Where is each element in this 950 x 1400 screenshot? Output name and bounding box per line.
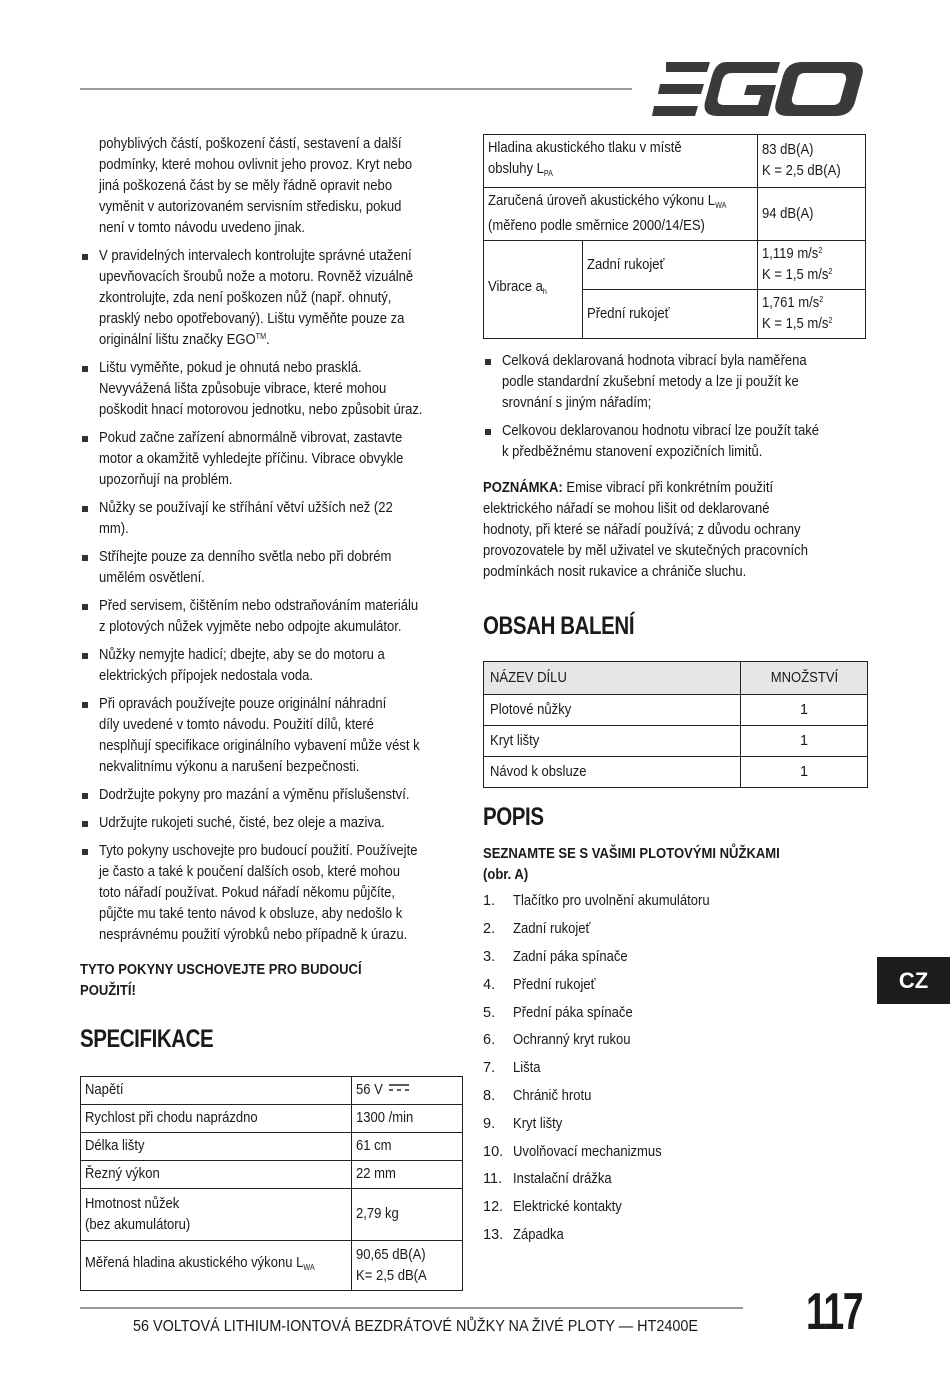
keep-instructions-notice: TYTO POKYNY USCHOVEJTE PRO BUDOUCÍ POUŽITÍ! — [80, 962, 362, 999]
safety-bullet-list — [80, 246, 465, 946]
table-row: Vibrace $a_h$ Zadní rukojeť 1,119 $m/s^2$ K = 1,5 $m/s^2$ — [484, 241, 866, 290]
table-row: Řezný výkon 22 mm — [81, 1161, 463, 1189]
note-paragraph: POZNÁMKA: Emise vibrací při konkrétním použití elektrického nářadí se mohou lišit od deklarované hodnoty, při které se nářadí používá; z důvodu ochrany provozovatele by měl uživatel ve skutečných pracovních podmínkách nosit rukavice a chrániče sluchu. — [483, 480, 808, 580]
list-item: 11. Instalační drážka — [483, 1171, 612, 1188]
parts-list — [483, 888, 868, 1249]
list-item: Pokud začne zařízení abnormálně vibrovat, zastavte motor a okamžitě vyhledejte příčinu. Vibrace obvykle upozorňují na problém. — [80, 428, 465, 491]
list-item: 13. Západka — [483, 1226, 564, 1243]
footer-rule — [80, 1307, 743, 1309]
package-contents-table — [483, 661, 868, 788]
list-item: Tyto pokyny uschovejte pro budoucí použití. Používejte je často a také k poučení dalších osob, které mohou toto nářadí používat. Pokud nářadí někomu půjčíte, půjčte mu také tento návod k obsluze, aby nedošlo k nesprávnému použití výrobků nebo případně k úrazu. — [80, 841, 465, 946]
list-item: Nůžky nemyjte hadicí; dbejte, aby se do motoru a elektrických přípojek nedostala voda. — [80, 645, 465, 687]
table-row: Kryt lišty 1 — [484, 726, 868, 757]
table-row: Plotové nůžky 1 — [484, 695, 868, 726]
list-item: Nůžky se používají ke stříhání větví užších než (22 mm). — [80, 498, 465, 540]
list-item: Celkovou deklarovanou hodnotu vibrací lze použít také k předběžnému stanovení expozičních limitů. — [483, 421, 868, 463]
list-item: 10. Uvolňovací mechanizmus — [483, 1143, 662, 1160]
table-row: Měřená hladina akustického výkonu $L_{WA}$ 90,65 dB(A) K= 2,5 dB(A — [81, 1241, 463, 1291]
list-item: 3. Zadní páka spínače — [483, 948, 628, 965]
section-title-specs: SPECIFIKACE — [80, 1025, 214, 1053]
table-row: Přední rukojeť 1,761 $m/s^2$ K = 1,5 $m/s^2$ — [484, 290, 866, 339]
vibration-bullet-list — [483, 351, 868, 463]
text-line: pohyblivých částí, poškození částí, sestavení a další — [99, 136, 402, 152]
table-row: Délka lišty 61 cm — [81, 1133, 463, 1161]
list-item: Celková deklarovaná hodnota vibrací byla naměřena podle standardní zkušební metody a lze ji použít ke srovnání s jiným nářadím; — [483, 351, 868, 414]
list-item: Lištu vyměňte, pokud je ohnutá nebo prasklá. Nevyvážená lišta způsobuje vibrace, které mohou poškodit hnací motorovou jednotku, nebo způsobit úraz. — [80, 358, 465, 421]
table-row: Hmotnost nůžek (bez akumulátoru) 2,79 kg — [81, 1189, 463, 1241]
list-item: 1. Tlačítko pro uvolnění akumulátoru — [483, 893, 710, 910]
text-line: není v tomto návodu uvedeno jinak. — [99, 220, 306, 236]
ego-logo — [652, 62, 864, 116]
table-header-row: NÁZEV DÍLU MNOŽSTVÍ — [484, 662, 868, 695]
right-column — [483, 134, 868, 1249]
text-line: podmínky, které mohou ovlivnit jeho provoz. Kryt nebo — [99, 157, 413, 173]
table-row: Návod k obsluze 1 — [484, 757, 868, 788]
list-item: Stříhejte pouze za denního světla nebo při dobrém umělém osvětlení. — [80, 547, 465, 589]
table-row: Zaručená úroveň akustického výkonu $L_{WA}$ (měřeno podle směrnice 2000/14/ES) 94 dB(A) — [484, 188, 866, 241]
language-tab[interactable]: CZ — [877, 957, 950, 1004]
list-item: V pravidelných intervalech kontrolujte správné utažení upevňovacích šroubů nože a motoru. Rovněž vizuálně zkontrolujte, zda není poškozen nůž (např. ohnutý, prasklý nebo opotřebovaný). Lištu vyměňte pouze za originální lištu značky EGO™. — [80, 246, 465, 351]
page-number: 117 — [806, 1283, 863, 1341]
section-title-package: OBSAH BALENÍ — [483, 612, 635, 640]
noise-vibration-table — [483, 134, 866, 339]
text-line: vyměnit v autorizovaném servisním středisku, pokud — [99, 199, 402, 215]
list-item: 5. Přední páka spínače — [483, 1004, 633, 1021]
list-item: Před servisem, čištěním nebo odstraňováním materiálu z plotových nůžek vyjměte nebo odpojte akumulátor. — [80, 596, 465, 638]
table-row: Hladina akustického tlaku v místě obsluhy $L_{PA}$ 83 dB(A) K = 2,5 dB(A) — [484, 135, 866, 188]
list-item: Při opravách používejte pouze originální náhradní díly uvedené v tomto návodu. Použití dílů, které nesplňují specifikace originálního vybavení může vést k nekvalitnímu výkonu a narušení bezpečnosti. — [80, 694, 465, 778]
list-item: 7. Lišta — [483, 1060, 541, 1077]
section-title-description: POPIS — [483, 803, 544, 831]
footer-title: 56 VOLTOVÁ LITHIUM-IONTOVÁ BEZDRÁTOVÉ NŮŽKY NA ŽIVÉ PLOTY — HT2400E — [133, 1318, 698, 1335]
list-item: 6. Ochranný kryt rukou — [483, 1032, 631, 1049]
list-item: 12. Elektrické kontakty — [483, 1199, 622, 1216]
list-item: 4. Přední rukojeť — [483, 976, 596, 993]
table-row: Napětí 56 V — [81, 1077, 463, 1105]
intro-paragraph — [99, 134, 465, 239]
specifications-table — [80, 1076, 463, 1291]
table-row: Rychlost při chodu naprázdno 1300 /min — [81, 1105, 463, 1133]
text-line: jiná poškozená část by se měly řádně opravit nebo — [99, 178, 393, 194]
left-column — [80, 134, 465, 1291]
list-item: 2. Zadní rukojeť — [483, 921, 591, 938]
header-rule — [80, 88, 632, 90]
list-item: 8. Chránič hrotu — [483, 1087, 592, 1104]
dc-symbol-icon — [388, 1083, 410, 1093]
list-item: Udržujte rukojeti suché, čisté, bez oleje a maziva. — [80, 813, 465, 834]
list-item: Dodržujte pokyny pro mazání a výměnu příslušenství. — [80, 785, 465, 806]
description-subtitle: SEZNAMTE SE S VAŠIMI PLOTOVÝMI NŮŽKAMI (obr. A) — [483, 846, 780, 883]
list-item: 9. Kryt lišty — [483, 1115, 563, 1132]
